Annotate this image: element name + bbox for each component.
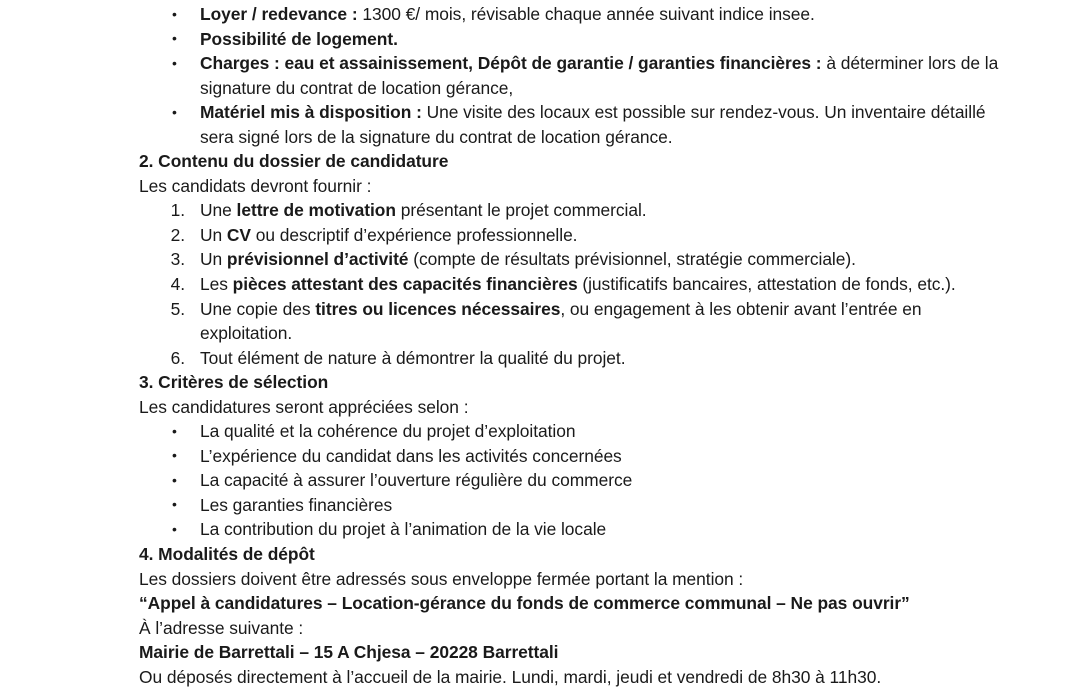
bullet-text: à déterminer lors de la signature du contrat de location gérance, <box>200 53 999 98</box>
list-item <box>139 198 1005 223</box>
list-item <box>139 223 1005 248</box>
list-item: • La contribution du projet à l’animation de la vie locale <box>139 517 1005 542</box>
item-text-bold: pièces attestant des capacités financières <box>232 274 578 295</box>
list-item <box>139 27 1005 52</box>
list-item <box>139 297 1005 346</box>
item-text-post: présentant le projet commercial. <box>395 200 647 221</box>
item-text-post: (justificatifs bancaires, attestation de fonds, etc.). <box>577 274 956 295</box>
list-item: • L’expérience du candidat dans les activités concernées <box>139 444 1005 469</box>
list-item: • La qualité et la cohérence du projet d’exploitation <box>139 419 1005 444</box>
bullet-bold-lead: Possibilité de logement. <box>200 28 398 49</box>
list-item <box>139 2 1005 27</box>
list-item <box>139 247 1005 272</box>
item-text-pre: Tout élément de nature à démontrer la qualité du projet. <box>200 347 626 368</box>
section-4-line-2: À l’adresse suivante : <box>139 617 304 638</box>
bullet-bold-lead: Loyer / redevance : <box>200 4 358 24</box>
item-text-pre: Un <box>200 249 227 270</box>
item-text-pre: Un <box>200 224 227 245</box>
list-item: • La capacité à assurer l’ouverture régulière du commerce <box>139 468 1005 493</box>
item-text-bold: CV <box>226 224 251 245</box>
list-item <box>139 272 1005 297</box>
item-text-pre: Une copie des <box>200 298 316 319</box>
bullet-text: Une visite des locaux est possible sur rendez-vous. Un inventaire détaillé sera signé lors de la signature du contrat de location gérance. <box>200 102 986 147</box>
item-text-bold: titres ou licences nécessaires <box>315 298 561 319</box>
section-2-intro: Les candidats devront fournir : <box>139 175 372 196</box>
item-text-post: ou descriptif d’expérience professionnelle. <box>250 224 578 245</box>
list-item <box>139 51 1005 100</box>
item-text-post: (compte de résultats prévisionnel, stratégie commerciale). <box>408 249 856 270</box>
section-4-heading: 4. Modalités de dépôt <box>139 544 315 565</box>
section-3-intro: Les candidatures seront appréciées selon : <box>139 396 469 417</box>
section-4-mention: “Appel à candidatures – Location-gérance du fonds de commerce communal – Ne pas ouvrir” <box>139 593 910 614</box>
section-2-numbered-list <box>139 198 1005 370</box>
bullet-text: 1300 €/ mois, révisable chaque année suivant indice insee. <box>357 4 815 24</box>
conditions-bullet-list <box>139 2 1005 149</box>
item-text-post: , ou engagement à les obtenir avant l’entrée en exploitation. <box>200 298 922 344</box>
section-4-line-3: Ou déposés directement à l’accueil de la mairie. Lundi, mardi, jeudi et vendredi de 8h30 à 11h30. <box>139 666 882 687</box>
item-text-pre: Les <box>200 274 233 295</box>
item-text-pre: Une <box>200 200 237 221</box>
item-text-bold: prévisionnel d’activité <box>226 249 409 270</box>
section-3-bullet-list <box>139 419 1005 542</box>
section-2-heading: 2. Contenu du dossier de candidature <box>139 151 449 172</box>
list-item: • Les garanties financières <box>139 493 1005 518</box>
section-4-line-1: Les dossiers doivent être adressés sous enveloppe fermée portant la mention : <box>139 568 744 589</box>
list-item <box>139 346 1005 371</box>
section-3-heading: 3. Critères de sélection <box>139 372 329 393</box>
item-text-bold: lettre de motivation <box>236 200 396 221</box>
section-4-address: Mairie de Barrettali – 15 A Chjesa – 20228 Barrettali <box>139 642 559 663</box>
bullet-bold-lead: Charges : eau et assainissement, Dépôt de garantie / garanties financières : <box>200 53 822 74</box>
bullet-bold-lead: Matériel mis à disposition : <box>200 102 422 123</box>
list-item <box>139 100 1005 149</box>
